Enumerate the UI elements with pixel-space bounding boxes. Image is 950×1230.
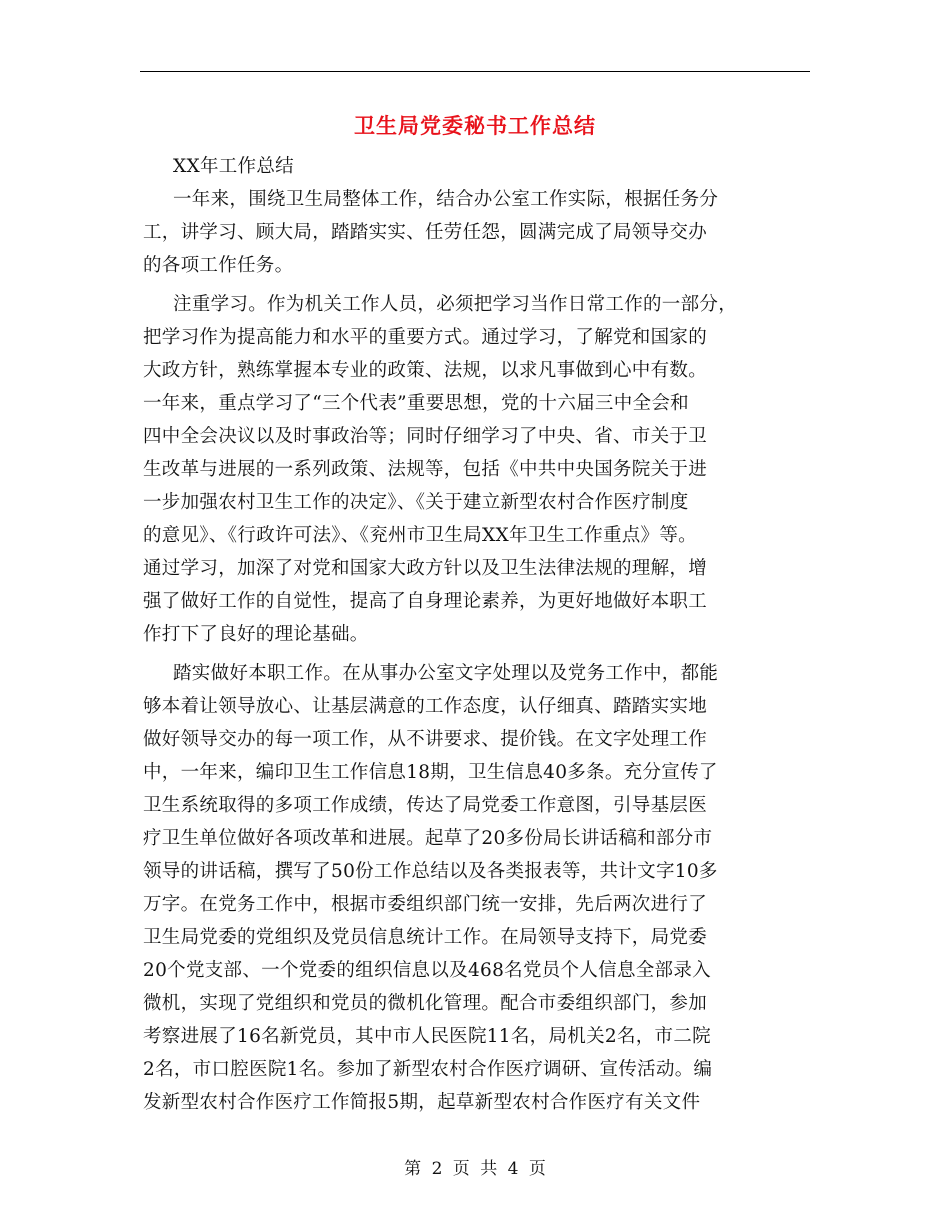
text-line: 把学习作为提高能力和水平的重要方式。通过学习，了解党和国家的	[143, 327, 708, 348]
text-line: 大政方针，熟练掌握本专业的政策、法规，以求凡事做到心中有数。	[143, 360, 708, 381]
text-line: 领导的讲话稿，撰写了50份工作总结以及各类报表等，共计文字10多	[143, 861, 718, 882]
text-line: 强了做好工作的自觉性，提高了自身理论素养，为更好地做好本职工	[143, 591, 708, 612]
text-line: 卫生系统取得的多项工作成绩，传达了局党委工作意图，引导基层医	[143, 795, 708, 816]
text-line: 够本着让领导放心、让基层满意的工作态度，认仔细真、踏踏实实地	[143, 696, 708, 717]
text-line: 工，讲学习、顾大局，踏踏实实、任劳任怨，圆满完成了局领导交办	[143, 222, 708, 243]
text-line: XX年工作总结	[173, 156, 294, 177]
text-line: 通过学习，加深了对党和国家大政方针以及卫生法律法规的理解，增	[143, 558, 708, 579]
document-title: 卫生局党委秘书工作总结	[354, 114, 596, 138]
header-rule	[140, 71, 810, 72]
text-line: 生改革与进展的一系列政策、法规等，包括《中共中央国务院关于进	[143, 459, 708, 480]
text-line: 考察进展了16名新党员，其中市人民医院11名，局机关2名，市二院	[143, 1026, 711, 1047]
document-body	[143, 150, 813, 1119]
text-line: 注重学习。作为机关工作人员，必须把学习当作日常工作的一部分，	[173, 294, 738, 315]
text-line: 卫生局党委的党组织及党员信息统计工作。在局领导支持下，局党委	[143, 927, 708, 948]
text-line: 作打下了良好的理论基础。	[143, 624, 369, 645]
text-line: 疗卫生单位做好各项改革和进展。起草了20多份局长讲话稿和部分市	[143, 828, 713, 849]
text-line: 发新型农村合作医疗工作简报5期，起草新型农村合作医疗有关文件	[143, 1092, 701, 1113]
text-line: 的各项工作任务。	[143, 255, 294, 276]
text-line: 一年来，重点学习了“三个代表”重要思想，党的十六届三中全会和	[143, 393, 689, 414]
text-line: 踏实做好本职工作。在从事办公室文字处理以及党务工作中，都能	[173, 663, 719, 684]
text-line: 20个党支部、一个党委的组织信息以及468名党员个人信息全部录入	[143, 960, 711, 981]
text-line: 一步加强农村卫生工作的决定》、《关于建立新型农村合作医疗制度	[143, 492, 689, 513]
text-line: 微机，实现了党组织和党员的微机化管理。配合市委组织部门，参加	[143, 993, 708, 1014]
text-line: 四中全会决议以及时事政治等；同时仔细学习了中央、省、市关于卫	[143, 426, 708, 447]
text-line: 的意见》、《行政许可法》、《兖州市卫生局XX年卫生工作重点》等。	[143, 525, 697, 546]
text-line: 万字。在党务工作中，根据市委组织部门统一安排，先后两次进行了	[143, 894, 708, 915]
text-line: 中，一年来，编印卫生工作信息18期，卫生信息40多条。充分宣传了	[143, 762, 718, 783]
text-line: 做好领导交办的每一项工作，从不讲要求、提价钱。在文字处理工作	[143, 729, 708, 750]
page-number-footer: 第 2 页 共 4 页	[404, 1159, 546, 1179]
text-line: 2名，市口腔医院1名。参加了新型农村合作医疗调研、宣传活动。编	[143, 1059, 713, 1080]
text-line: 一年来，围绕卫生局整体工作，结合办公室工作实际，根据任务分	[173, 189, 719, 210]
